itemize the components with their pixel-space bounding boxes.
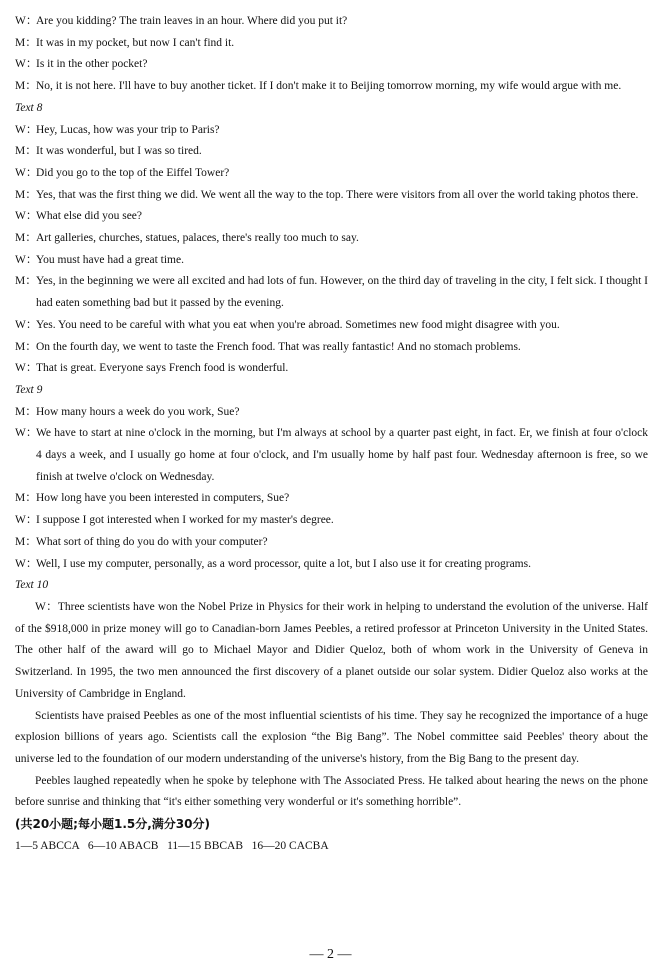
speaker-label: M：	[15, 188, 37, 201]
speaker-label: M：	[15, 80, 37, 93]
dialogue-text: No, it is not here. I'll have to buy another ticket. If I don't make it to Beijing tomorrow morning, my wife would argue with me.	[36, 80, 622, 93]
dialogue-text: What else did you see?	[36, 210, 143, 223]
speaker-label: W：	[15, 15, 38, 27]
speaker-label: M：	[15, 405, 37, 418]
dialogue-text: You must have had a great time.	[36, 253, 184, 266]
dialogue-line	[15, 11, 648, 33]
dialogue-line	[15, 532, 648, 554]
page-number: — 2 —	[309, 947, 352, 962]
speaker-label: W：	[15, 318, 38, 331]
text8-heading: Text 8	[15, 101, 43, 114]
dialogue-line	[15, 554, 648, 576]
speaker-label: M：	[15, 340, 37, 353]
dialogue-text: Did you go to the top of the Eiffel Tower?	[36, 166, 230, 179]
text10-heading: Text 10	[15, 579, 49, 592]
document-page	[15, 11, 648, 857]
dialogue-line	[15, 271, 648, 314]
dialogue-line	[15, 54, 648, 76]
dialogue-text: It was in my pocket, but now I can't find it.	[36, 36, 235, 49]
dialogue-block-9	[15, 402, 648, 576]
dialogue-text: It was wonderful, but I was so tired.	[36, 145, 202, 158]
dialogue-text: On the fourth day, we went to taste the French food. That was really fantastic! And no stomach problems.	[36, 340, 521, 353]
dialogue-line	[15, 423, 648, 488]
dialogue-text: Yes, in the beginning we were all excited and had lots of fun. However, on the third day of traveling in the city, I felt sick. I thought I had eaten something bad but it passed by the evening.	[36, 275, 648, 310]
speaker-label: W：	[15, 166, 38, 179]
speaker-label: M：	[15, 232, 37, 245]
speaker-label: M：	[15, 535, 37, 548]
dialogue-text: We have to start at nine o'clock in the morning, but I'm always at school by a quarter past eight, in fact. Er, we finish at four o'clock 4 days a week, and I usually go home at four o'clock, and I'm usually home by half past four. Wednesday afternoon is free, so we finish at twelve o'clock on Wednesday.	[36, 427, 648, 483]
dialogue-text: Is it in the other pocket?	[36, 58, 148, 71]
speaker-label: M：	[15, 36, 37, 49]
text10-paragraph: Scientists have praised Peebles as one of the most influential scientists of his time. They say he recognized the importance of a huge explosion billions of years ago. Scientists call the explosion “the Big Bang”. The Nobel committee said Peebles' theory about the universe led to the foundation of our modern understanding of the universe's history, from the Big Bang to the present day.	[15, 709, 648, 765]
dialogue-text: How many hours a week do you work, Sue?	[36, 405, 240, 418]
scoring-note: (共20小题;每小题1.5分,满分30分)	[15, 817, 210, 832]
dialogue-text: Are you kidding? The train leaves in an hour. Where did you put it?	[36, 15, 348, 27]
dialogue-text: Art galleries, churches, statues, palaces, there's really too much to say.	[36, 232, 359, 245]
dialogue-line	[15, 337, 648, 359]
speaker-label: W：	[15, 210, 38, 223]
text9-heading: Text 9	[15, 383, 43, 396]
dialogue-block-a	[15, 11, 648, 98]
dialogue-text: What sort of thing do you do with your computer?	[36, 535, 268, 548]
answer-key: 1—5 ABCCA 6—10 ABACB 11—15 BBCAB 16—20 CACBA	[15, 839, 329, 852]
speaker-label: M：	[15, 275, 37, 288]
dialogue-line	[15, 402, 648, 424]
dialogue-line	[15, 315, 648, 337]
dialogue-line	[15, 358, 648, 380]
speaker-label: M：	[15, 145, 37, 158]
speaker-label: W：	[15, 123, 38, 136]
speaker-label: W：	[15, 58, 38, 71]
dialogue-line	[15, 206, 648, 228]
speaker-label: W：	[15, 427, 38, 440]
dialogue-line	[15, 163, 648, 185]
dialogue-text: Hey, Lucas, how was your trip to Paris?	[36, 123, 220, 136]
dialogue-line	[15, 228, 648, 250]
speaker-label: M：	[15, 492, 37, 505]
dialogue-line	[15, 510, 648, 532]
dialogue-text: I suppose I got interested when I worked for my master's degree.	[36, 514, 334, 527]
dialogue-text: That is great. Everyone says French food is wonderful.	[36, 362, 289, 375]
text10-paragraph: W：Three scientists have won the Nobel Prize in Physics for their work in helping to understand the evolution of the universe. Half of the $918,000 in prize money will go to Canadian-born James Peebles, a retired professor at Princeton University in the United States. The other half of the award will go to Michael Mayor and Didier Queloz, both of whom work in the University of Geneva in Switzerland. In 1995, the two men announced the first discovery of a planet outside our solar system. Didier Queloz also works at the University of Cambridge in England.	[15, 600, 648, 700]
dialogue-text: Well, I use my computer, personally, as a word processor, quite a lot, but I also use it for creating programs.	[36, 557, 531, 570]
dialogue-line	[15, 185, 648, 207]
dialogue-line	[15, 250, 648, 272]
dialogue-line	[15, 120, 648, 142]
dialogue-line	[15, 76, 648, 98]
dialogue-block-8	[15, 120, 648, 380]
speaker-label: W：	[15, 557, 38, 570]
speaker-label: W：	[15, 362, 38, 375]
dialogue-text: Yes, that was the first thing we did. We went all the way to the top. There were visitors from all over the world taking photos there.	[36, 188, 639, 201]
dialogue-text: Yes. You need to be careful with what you eat when you're abroad. Sometimes new food might disagree with you.	[36, 318, 560, 331]
dialogue-text: How long have you been interested in computers, Sue?	[36, 492, 290, 505]
speaker-label: W：	[15, 253, 38, 266]
dialogue-line	[15, 33, 648, 55]
text10-paragraph: Peebles laughed repeatedly when he spoke by telephone with The Associated Press. He talked about hearing the news on the phone before sunrise and thinking that “it's either something very wonderful or it's something horrible”.	[15, 774, 648, 809]
dialogue-line	[15, 141, 648, 163]
speaker-label: W：	[15, 514, 38, 527]
dialogue-line	[15, 488, 648, 510]
